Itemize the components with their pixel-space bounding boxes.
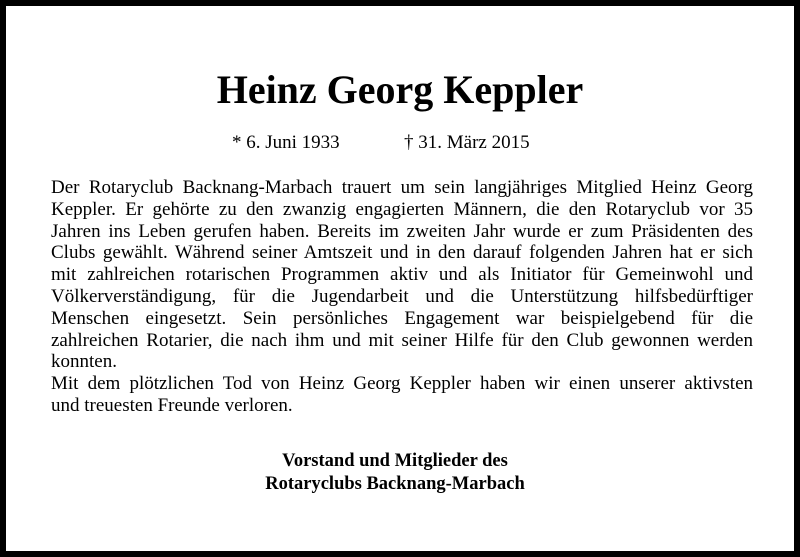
obituary-text bbox=[51, 177, 753, 417]
text-line: Mit dem plötzlichen Tod von Heinz Georg Keppler haben wir einen unserer aktivsten bbox=[51, 373, 753, 395]
death-date: † 31. März 2015 bbox=[404, 132, 530, 153]
deceased-name: Heinz Georg Keppler bbox=[216, 67, 584, 112]
birth-date: * 6. Juni 1933 bbox=[232, 132, 340, 153]
signature bbox=[0, 450, 790, 496]
text-line: und treuesten Freunde verloren. bbox=[51, 394, 293, 416]
text-line: zahlreichen Rotarier, die nach ihm und mit seiner Hilfe für den Club gewonnen werden bbox=[51, 329, 753, 351]
text-line: mit zahlreichen rotarischen Programmen aktiv und als Initiator für Gemeinwohl und bbox=[51, 264, 753, 286]
text-line: Völkerverständigung, für die Jugendarbeit und die Unterstützung hilfsbedürftiger bbox=[51, 285, 753, 307]
text-line: Keppler. Er gehörte zu den zwanzig engagierten Männern, die den Rotaryclub vor 35 bbox=[51, 198, 753, 220]
text-line: Jahren ins Leben gerufen haben. Bereits im zweiten Jahr wurde er zum Präsidenten des bbox=[51, 220, 753, 242]
text-line: Menschen eingesetzt. Sein persönliches Engagement war beispielgebend für die bbox=[51, 307, 753, 329]
signature-line: Vorstand und Mitglieder des bbox=[282, 451, 508, 471]
text-line: Clubs gewählt. Während seiner Amtszeit und in den darauf folgenden Jahren hat er sich bbox=[51, 242, 753, 264]
text-line: konnten. bbox=[51, 351, 117, 373]
signature-line: Rotaryclubs Backnang-Marbach bbox=[265, 474, 525, 494]
text-line: Der Rotaryclub Backnang-Marbach trauert um sein langjähriges Mitglied Heinz Georg bbox=[51, 177, 753, 198]
